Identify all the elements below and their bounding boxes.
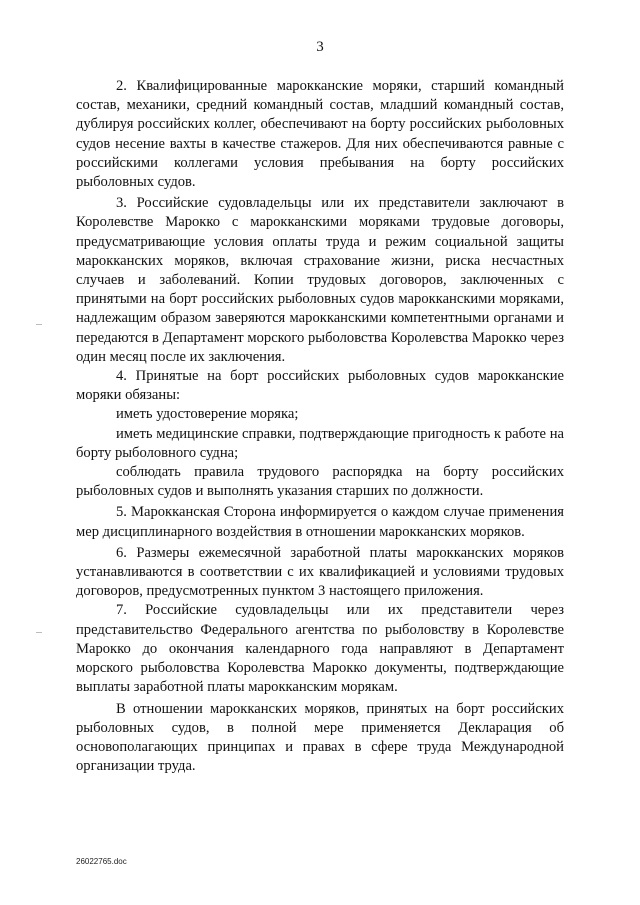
paragraph-5: 5. Марокканская Сторона информируется о каждом случае применения мер дисциплинарного воздействия в отношении марокканских моряков. [76,504,564,540]
margin-mark [36,324,42,325]
obligation-seaman-id: иметь удостоверение моряка; [116,406,299,423]
paragraph-7: 7. Российские судовладельцы или их представители через представительство Федерального агентства по рыболовству в Королевстве Марокко до окончания календарного года направляют в Департамент морского рыболовства Королевства Марокко документы, подтверждающие выплаты заработной платы марокканским морякам. [76,602,564,696]
paragraph-4: 4. Принятые на борт российских рыболовных судов марокканские моряки обязаны: [76,368,564,404]
paragraph-3: 3. Российские судовладельцы или их представители заключают в Королевстве Марокко с марокканскими моряками трудовые договоры, предусматривающие условия оплаты труда и режим социальной защиты марокканских моряков, включая страхование жизни, риска несчастных случаев и заболеваний. Копии трудовых договоров, заключенных с принятыми на борт российских рыболовных судов марокканскими моряками, надлежащим образом заверяются марокканскими компетентными органами и передаются в Департамент морского рыболовства Королевства Марокко через один месяц после их заключения. [76,195,564,365]
obligation-medical-certificates: иметь медицинские справки, подтверждающие пригодность к работе на борту рыболовного судна; [76,425,564,461]
document-body [76,77,564,776]
paragraph-2: 2. Квалифицированные марокканские моряки, старший командный состав, механики, средний командный состав, младший командный состав, дублируя российских коллег, обеспечивают на борту российских рыболовных судов несение вахты в качестве стажеров. Для них обеспечиваются равные с российскими коллегами условия пребывания на борту российских рыболовных судов. [76,78,564,191]
margin-mark [36,632,42,633]
page-number: 3 [316,39,324,55]
paragraph-6: 6. Размеры ежемесячной заработной платы марокканских моряков устанавливаются в соответствии с их квалификацией и условиями трудовых договоров, предусмотренных пунктом 3 настоящего приложения. [76,544,564,600]
footer-filename: 26022765.doc [76,857,127,866]
paragraph-declaration: В отношении марокканских моряков, принятых на борт российских рыболовных судов, в полной мере применяется Декларация об основополагающих принципах и правах в сфере труда Международной организации труда. [76,700,564,775]
obligation-labor-rules: соблюдать правила трудового распорядка на борту российских рыболовных судов и выполнять указания старших по должности. [76,464,564,500]
